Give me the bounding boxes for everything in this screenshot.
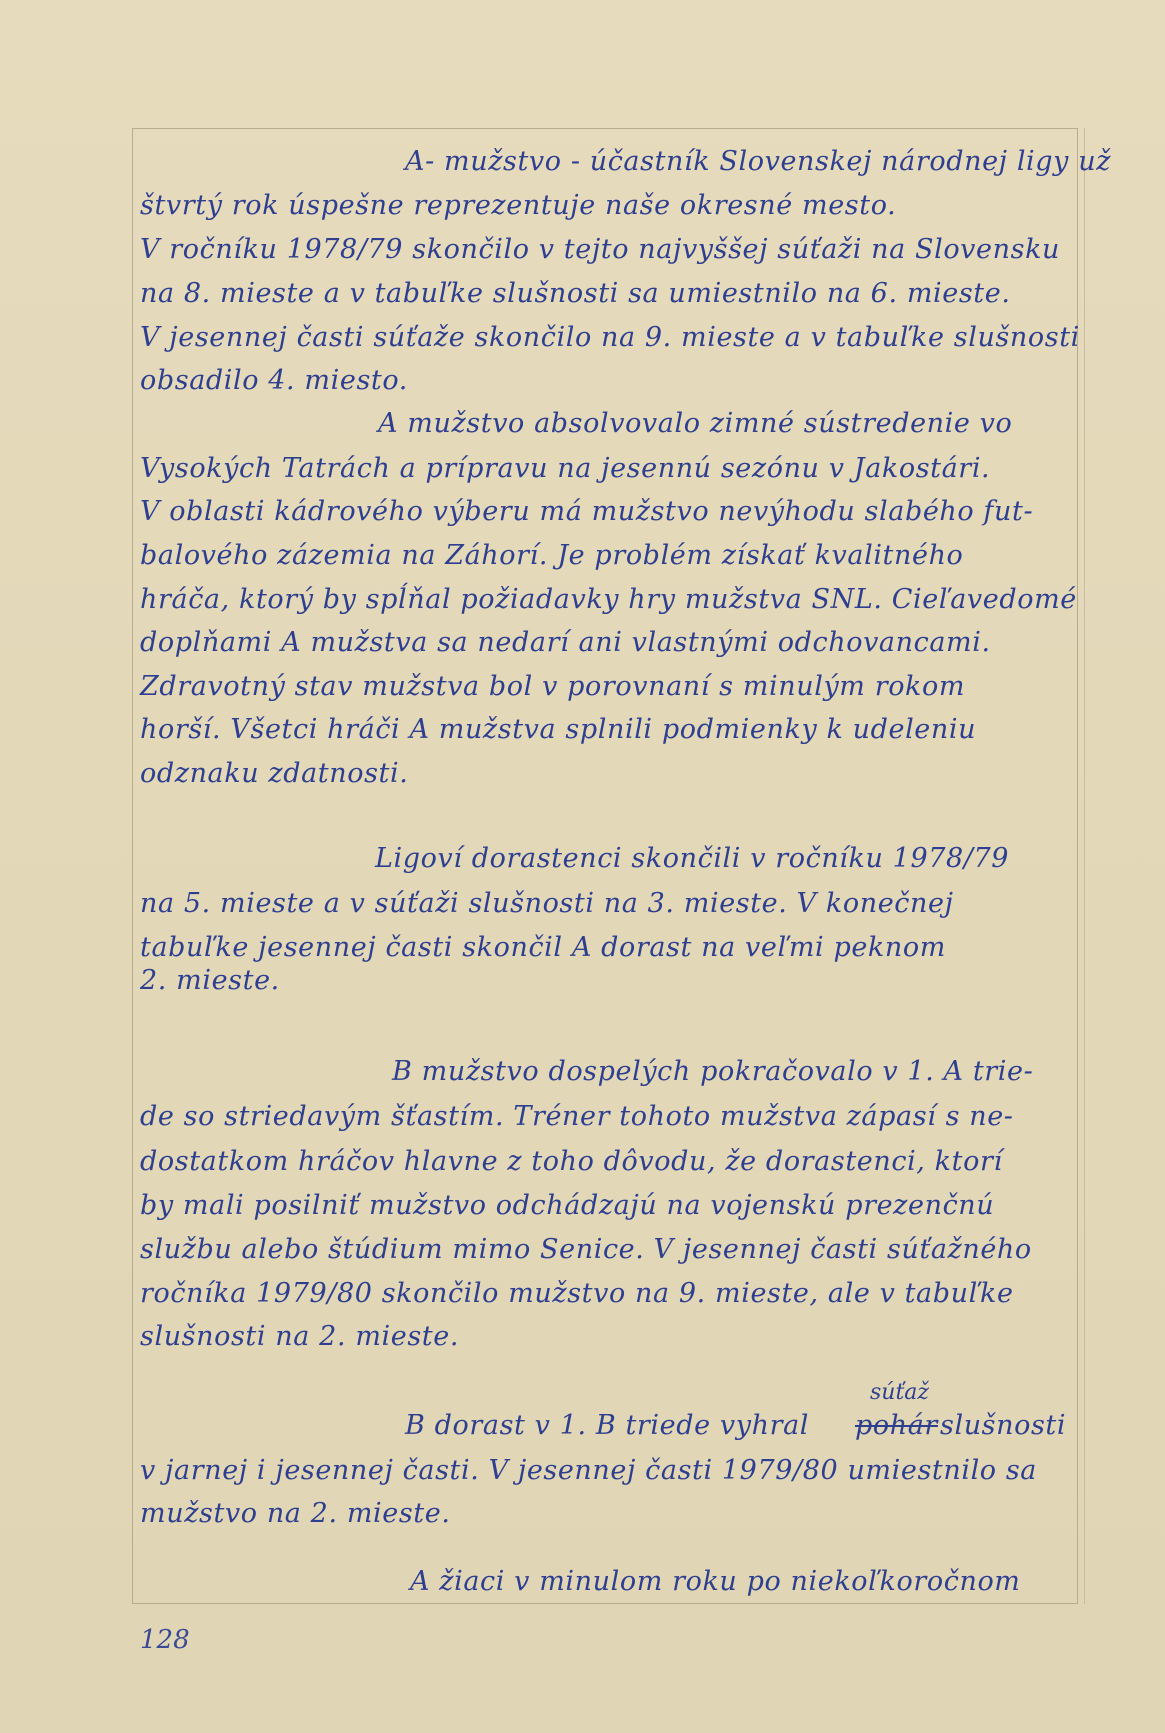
- text-line: B mužstvo dospelých pokračovalo v 1. A trie-: [392, 1056, 1034, 1087]
- text-line: by mali posilniť mužstvo odchádzajú na vojenskú prezenčnú: [140, 1190, 995, 1221]
- page-margin-line: [1084, 128, 1085, 1604]
- page-number: 128: [140, 1625, 190, 1655]
- text-line: tabuľke jesennej časti skončil A dorast na veľmi peknom: [140, 932, 946, 963]
- text-line: A mužstvo absolvovalo zimné sústredenie vo: [378, 408, 1013, 439]
- text-line: 2. mieste.: [140, 965, 280, 996]
- text-line: V ročníku 1978/79 skončilo v tejto najvyššej súťaži na Slovensku: [140, 234, 1061, 265]
- text-line: doplňami A mužstva sa nedarí ani vlastnými odchovancami.: [140, 627, 991, 658]
- text-line: v jarnej i jesennej časti. V jesennej časti 1979/80 umiestnilo sa: [140, 1455, 1038, 1486]
- inserted-word: súťaž: [870, 1380, 930, 1405]
- text-line: slušnosti: [940, 1410, 1067, 1441]
- text-line: dostatkom hráčov hlavne z toho dôvodu, že dorastenci, ktorí: [140, 1146, 1003, 1177]
- text-line: B dorast v 1. B triede vyhral: [405, 1410, 810, 1441]
- text-line: horší. Všetci hráči A mužstva splnili podmienky k udeleniu: [140, 714, 977, 745]
- text-line: odznaku zdatnosti.: [140, 758, 409, 789]
- text-line: obsadilo 4. miesto.: [140, 365, 408, 396]
- text-line: mužstvo na 2. mieste.: [140, 1498, 451, 1529]
- text-line: ročníka 1979/80 skončilo mužstvo na 9. mieste, ale v tabuľke: [140, 1278, 1014, 1309]
- text-line: Vysokých Tatrách a prípravu na jesennú sezónu v Jakostári.: [140, 453, 991, 484]
- text-line: Zdravotný stav mužstva bol v porovnaní s minulým rokom: [140, 671, 966, 702]
- text-line: V jesennej časti súťaže skončilo na 9. mieste a v tabuľke slušnosti: [140, 322, 1080, 353]
- text-line: hráča, ktorý by spĺňal požiadavky hry mužstva SNL. Cieľavedomé: [140, 584, 1077, 615]
- text-line: V oblasti kádrového výberu má mužstvo nevýhodu slabého fut-: [140, 496, 1034, 527]
- text-line: A žiaci v minulom roku po niekoľkoročnom: [410, 1566, 1021, 1597]
- text-line: na 8. mieste a v tabuľke slušnosti sa umiestnilo na 6. mieste.: [140, 278, 1011, 309]
- text-line: slušnosti na 2. mieste.: [140, 1321, 459, 1352]
- text-line: na 5. mieste a v súťaži slušnosti na 3. mieste. V konečnej: [140, 888, 954, 919]
- text-line: de so striedavým šťastím. Tréner tohoto mužstva zápasí s ne-: [140, 1101, 1014, 1132]
- text-line: službu alebo štúdium mimo Senice. V jesennej časti súťažného: [140, 1234, 1032, 1265]
- text-line: štvrtý rok úspešne reprezentuje naše okresné mesto.: [140, 190, 897, 221]
- text-line: balového zázemia na Záhorí. Je problém získať kvalitného: [140, 540, 964, 571]
- struck-word: pohár: [855, 1410, 938, 1441]
- text-line: Ligoví dorastenci skončili v ročníku 1978/79: [375, 843, 1010, 874]
- text-line: A- mužstvo - účastník Slovenskej národnej ligy už: [405, 146, 1112, 177]
